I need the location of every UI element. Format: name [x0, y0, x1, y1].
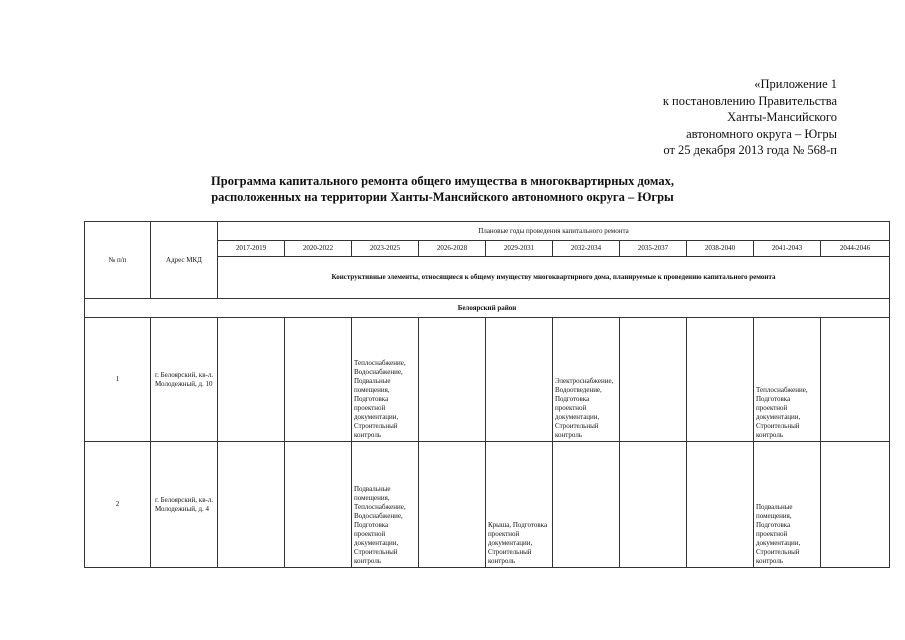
year-header: 2026-2028 — [419, 241, 486, 257]
work-cell — [620, 442, 687, 568]
year-header: 2017-2019 — [218, 241, 285, 257]
row-address: г. Белоярский, кв-л. Молодежный, д. 10 — [151, 318, 218, 442]
row-num: 2 — [85, 442, 151, 568]
year-header: 2038-2040 — [687, 241, 754, 257]
title-line-2: расположенных на территории Ханты-Мансийского автономного округа – Югры — [211, 189, 674, 204]
work-cell — [419, 318, 486, 442]
repair-program-table — [84, 221, 890, 568]
work-cell — [620, 318, 687, 442]
header-structural-elements: Конструктивные элементы, относящиеся к общему имуществу многоквартирного дома, планируемые к проведению капитального ремонта — [218, 257, 890, 299]
appendix-line: «Приложение 1 — [754, 77, 837, 91]
work-cell — [687, 442, 754, 568]
year-header: 2041-2043 — [754, 241, 821, 257]
year-header: 2020-2022 — [285, 241, 352, 257]
work-cell — [821, 442, 890, 568]
work-cell: Теплоснабжение, Подготовка проектной документации, Строительный контроль — [754, 318, 821, 442]
work-cell — [486, 318, 553, 442]
appendix-line: Ханты-Мансийского — [727, 110, 837, 124]
row-address: г. Белоярский, кв-л. Молодежный, д. 4 — [151, 442, 218, 568]
work-cell — [553, 442, 620, 568]
header-address: Адрес МКД — [151, 222, 218, 299]
table-row — [85, 442, 890, 568]
year-header: 2044-2046 — [821, 241, 890, 257]
work-cell: Подвальные помещения, Теплоснабжение, Водоснабжение, Подготовка проектной документации, Строительный контроль — [352, 442, 419, 568]
work-cell — [687, 318, 754, 442]
header-num: № п/п — [85, 222, 151, 299]
document-title — [0, 174, 905, 205]
table-row — [85, 318, 890, 442]
work-cell — [218, 318, 285, 442]
appendix-line: к постановлению Правительства — [662, 93, 837, 108]
row-num: 1 — [85, 318, 151, 442]
work-cell: Электроснабжение, Водоотведение, Подготовка проектной документации, Строительный контроль — [553, 318, 620, 442]
appendix-block — [663, 76, 837, 159]
work-cell — [285, 318, 352, 442]
work-cell: Теплоснабжение, Водоснабжение, Подвальные помещения, Подготовка проектной документации, Строительный контроль — [352, 318, 419, 442]
year-header: 2029-2031 — [486, 241, 553, 257]
appendix-line: автономного округа – Югры — [686, 126, 837, 141]
work-cell: Подвальные помещения, Подготовка проектной документации, Строительный контроль — [754, 442, 821, 568]
year-header: 2035-2037 — [620, 241, 687, 257]
work-cell: Крыша, Подготовка проектной документации, Строительный контроль — [486, 442, 553, 568]
appendix-line: от 25 декабря 2013 года № 568-п — [663, 143, 837, 157]
work-cell — [285, 442, 352, 568]
work-cell — [419, 442, 486, 568]
district-row: Белоярский район — [85, 299, 890, 318]
year-header: 2032-2034 — [553, 241, 620, 257]
work-cell — [821, 318, 890, 442]
title-line-1: Программа капитального ремонта общего имущества в многоквартирных домах, — [211, 174, 674, 188]
work-cell — [218, 442, 285, 568]
year-header: 2023-2025 — [352, 241, 419, 257]
header-planned-years: Плановые годы проведения капитального ремонта — [218, 222, 890, 241]
